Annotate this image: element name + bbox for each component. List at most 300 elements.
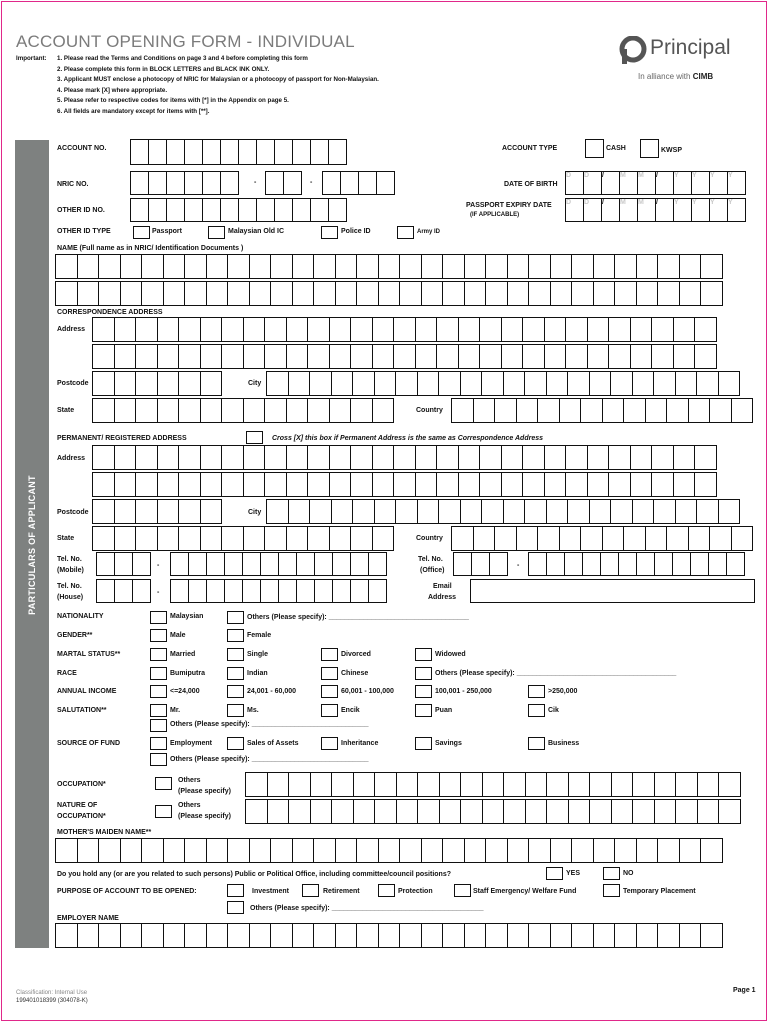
char-box[interactable] bbox=[700, 254, 723, 279]
char-box[interactable] bbox=[286, 445, 309, 470]
char-box[interactable] bbox=[675, 499, 698, 524]
char-box[interactable] bbox=[460, 371, 483, 396]
char-box[interactable] bbox=[55, 254, 78, 279]
char-box[interactable] bbox=[292, 838, 315, 863]
char-box[interactable] bbox=[77, 923, 100, 948]
char-box[interactable] bbox=[243, 398, 266, 423]
char-box[interactable] bbox=[368, 552, 387, 576]
char-box[interactable] bbox=[184, 838, 207, 863]
char-box[interactable] bbox=[417, 371, 440, 396]
char-box[interactable] bbox=[700, 281, 723, 306]
account-no-boxes[interactable] bbox=[130, 139, 346, 165]
perm-country-boxes[interactable] bbox=[451, 526, 752, 551]
char-box[interactable] bbox=[415, 344, 438, 369]
char-box[interactable] bbox=[731, 398, 754, 423]
police-id-checkbox[interactable] bbox=[321, 226, 338, 239]
char-box[interactable] bbox=[264, 317, 287, 342]
char-box[interactable] bbox=[270, 923, 293, 948]
char-box[interactable] bbox=[438, 371, 461, 396]
char-box[interactable] bbox=[264, 445, 287, 470]
char-box[interactable] bbox=[310, 772, 333, 797]
corr-postcode-boxes[interactable] bbox=[92, 371, 221, 396]
char-box[interactable] bbox=[352, 499, 375, 524]
other-id-no-boxes[interactable] bbox=[130, 198, 346, 222]
char-box[interactable] bbox=[501, 445, 524, 470]
char-box[interactable] bbox=[135, 526, 158, 551]
char-box[interactable] bbox=[439, 799, 462, 824]
char-box[interactable] bbox=[479, 344, 502, 369]
char-box[interactable] bbox=[206, 923, 229, 948]
char-box[interactable] bbox=[163, 281, 186, 306]
char-box[interactable] bbox=[630, 317, 653, 342]
char-box[interactable] bbox=[614, 281, 637, 306]
char-box[interactable] bbox=[709, 526, 732, 551]
char-box[interactable] bbox=[135, 499, 158, 524]
char-box[interactable] bbox=[559, 398, 582, 423]
char-box[interactable] bbox=[610, 499, 633, 524]
char-box[interactable] bbox=[335, 254, 358, 279]
char-box[interactable] bbox=[184, 281, 207, 306]
char-box[interactable] bbox=[614, 838, 637, 863]
char-box[interactable] bbox=[200, 499, 223, 524]
char-box[interactable] bbox=[673, 317, 696, 342]
char-box[interactable] bbox=[525, 772, 548, 797]
char-box[interactable] bbox=[227, 838, 250, 863]
char-box[interactable] bbox=[374, 772, 397, 797]
char-box[interactable] bbox=[657, 923, 680, 948]
char-box[interactable] bbox=[148, 198, 167, 222]
char-box[interactable] bbox=[163, 838, 186, 863]
char-box[interactable] bbox=[636, 552, 655, 576]
char-box[interactable] bbox=[92, 472, 115, 497]
char-box[interactable] bbox=[135, 472, 158, 497]
char-box[interactable] bbox=[356, 254, 379, 279]
char-box[interactable] bbox=[524, 371, 547, 396]
char-box[interactable] bbox=[135, 445, 158, 470]
char-box[interactable] bbox=[141, 838, 164, 863]
temporary-placement-checkbox[interactable] bbox=[603, 884, 620, 897]
business-checkbox[interactable] bbox=[528, 737, 545, 750]
corr-city-boxes[interactable] bbox=[266, 371, 739, 396]
passport-checkbox[interactable] bbox=[133, 226, 150, 239]
char-box[interactable] bbox=[267, 772, 290, 797]
char-box[interactable] bbox=[292, 281, 315, 306]
char-box[interactable] bbox=[550, 838, 573, 863]
char-box[interactable] bbox=[356, 281, 379, 306]
char-box[interactable] bbox=[587, 344, 610, 369]
char-box[interactable] bbox=[335, 838, 358, 863]
char-box[interactable] bbox=[589, 799, 612, 824]
char-box[interactable] bbox=[141, 923, 164, 948]
char-box[interactable] bbox=[206, 281, 229, 306]
char-box[interactable] bbox=[399, 281, 422, 306]
income-2-checkbox[interactable] bbox=[227, 685, 244, 698]
char-box[interactable] bbox=[654, 552, 673, 576]
char-box[interactable] bbox=[310, 139, 329, 165]
char-box[interactable] bbox=[331, 772, 354, 797]
char-box[interactable] bbox=[286, 398, 309, 423]
char-box[interactable] bbox=[600, 552, 619, 576]
char-box[interactable] bbox=[313, 281, 336, 306]
char-box[interactable] bbox=[184, 198, 203, 222]
email-input[interactable] bbox=[470, 579, 755, 603]
char-box[interactable] bbox=[356, 923, 379, 948]
perm-state-boxes[interactable] bbox=[92, 526, 393, 551]
char-box[interactable] bbox=[614, 254, 637, 279]
char-box[interactable] bbox=[313, 923, 336, 948]
char-box[interactable] bbox=[696, 371, 719, 396]
char-box[interactable] bbox=[132, 552, 151, 576]
tel-mobile-prefix-boxes[interactable] bbox=[96, 552, 150, 576]
char-box[interactable] bbox=[399, 923, 422, 948]
char-box[interactable] bbox=[399, 838, 422, 863]
employer-name-boxes[interactable] bbox=[55, 923, 722, 948]
char-box[interactable] bbox=[322, 171, 341, 195]
char-box[interactable] bbox=[623, 526, 646, 551]
char-box[interactable] bbox=[286, 344, 309, 369]
char-box[interactable] bbox=[481, 499, 504, 524]
char-box[interactable] bbox=[329, 344, 352, 369]
char-box[interactable] bbox=[114, 472, 137, 497]
occupation-boxes[interactable] bbox=[245, 772, 740, 797]
char-box[interactable] bbox=[417, 499, 440, 524]
char-box[interactable] bbox=[589, 371, 612, 396]
char-box[interactable] bbox=[503, 371, 526, 396]
char-box[interactable] bbox=[307, 344, 330, 369]
staff-emergency-checkbox[interactable] bbox=[454, 884, 471, 897]
char-box[interactable] bbox=[92, 445, 115, 470]
puan-checkbox[interactable] bbox=[415, 704, 432, 717]
char-box[interactable] bbox=[651, 445, 674, 470]
char-box[interactable] bbox=[417, 772, 440, 797]
char-box[interactable] bbox=[464, 923, 487, 948]
char-box[interactable] bbox=[265, 171, 284, 195]
char-box[interactable] bbox=[148, 139, 167, 165]
char-box[interactable] bbox=[114, 344, 137, 369]
char-box[interactable] bbox=[206, 838, 229, 863]
char-box[interactable] bbox=[675, 799, 698, 824]
char-box[interactable] bbox=[522, 445, 545, 470]
char-box[interactable] bbox=[200, 472, 223, 497]
char-box[interactable] bbox=[593, 838, 616, 863]
char-box[interactable] bbox=[537, 398, 560, 423]
char-box[interactable] bbox=[166, 171, 185, 195]
char-box[interactable] bbox=[393, 472, 416, 497]
nature-occupation-boxes[interactable] bbox=[245, 799, 740, 824]
income-4-checkbox[interactable] bbox=[415, 685, 432, 698]
char-box[interactable] bbox=[608, 445, 631, 470]
char-box[interactable] bbox=[206, 254, 229, 279]
char-box[interactable] bbox=[328, 139, 347, 165]
char-box[interactable] bbox=[96, 552, 115, 576]
char-box[interactable] bbox=[310, 799, 333, 824]
corr-country-boxes[interactable] bbox=[451, 398, 752, 423]
char-box[interactable] bbox=[544, 472, 567, 497]
char-box[interactable] bbox=[264, 526, 287, 551]
char-box[interactable] bbox=[718, 371, 741, 396]
char-box[interactable] bbox=[568, 772, 591, 797]
char-box[interactable] bbox=[501, 344, 524, 369]
char-box[interactable] bbox=[593, 254, 616, 279]
char-box[interactable] bbox=[260, 552, 279, 576]
char-box[interactable] bbox=[350, 472, 373, 497]
char-box[interactable] bbox=[528, 254, 551, 279]
char-box[interactable] bbox=[221, 445, 244, 470]
nric-part2-boxes[interactable] bbox=[265, 171, 301, 195]
char-box[interactable] bbox=[636, 838, 659, 863]
maiden-name-boxes[interactable] bbox=[55, 838, 722, 863]
char-box[interactable] bbox=[473, 526, 496, 551]
tel-house-boxes[interactable] bbox=[170, 579, 386, 603]
char-box[interactable] bbox=[442, 838, 465, 863]
char-box[interactable] bbox=[141, 281, 164, 306]
char-box[interactable] bbox=[653, 499, 676, 524]
char-box[interactable] bbox=[694, 317, 717, 342]
char-box[interactable] bbox=[96, 579, 115, 603]
char-box[interactable] bbox=[589, 772, 612, 797]
char-box[interactable] bbox=[331, 371, 354, 396]
char-box[interactable] bbox=[673, 445, 696, 470]
divorced-checkbox[interactable] bbox=[321, 648, 338, 661]
char-box[interactable] bbox=[309, 371, 332, 396]
dob-boxes[interactable] bbox=[565, 171, 745, 195]
char-box[interactable] bbox=[679, 254, 702, 279]
char-box[interactable] bbox=[544, 445, 567, 470]
char-box[interactable] bbox=[485, 923, 508, 948]
char-box[interactable] bbox=[157, 472, 180, 497]
char-box[interactable] bbox=[200, 344, 223, 369]
char-box[interactable] bbox=[309, 499, 332, 524]
char-box[interactable] bbox=[98, 838, 121, 863]
char-box[interactable] bbox=[395, 499, 418, 524]
corr-state-boxes[interactable] bbox=[92, 398, 393, 423]
char-box[interactable] bbox=[657, 254, 680, 279]
char-box[interactable] bbox=[464, 838, 487, 863]
char-box[interactable] bbox=[256, 198, 275, 222]
char-box[interactable] bbox=[673, 472, 696, 497]
char-box[interactable] bbox=[372, 398, 395, 423]
char-box[interactable] bbox=[135, 317, 158, 342]
tel-office-boxes[interactable] bbox=[528, 552, 744, 576]
char-box[interactable] bbox=[245, 772, 268, 797]
char-box[interactable] bbox=[55, 838, 78, 863]
char-box[interactable] bbox=[522, 317, 545, 342]
char-box[interactable] bbox=[307, 317, 330, 342]
char-box[interactable] bbox=[453, 552, 472, 576]
char-box[interactable] bbox=[243, 445, 266, 470]
char-box[interactable] bbox=[221, 344, 244, 369]
char-box[interactable] bbox=[611, 772, 634, 797]
char-box[interactable] bbox=[296, 579, 315, 603]
char-box[interactable] bbox=[654, 772, 677, 797]
char-box[interactable] bbox=[632, 499, 655, 524]
char-box[interactable] bbox=[718, 799, 741, 824]
char-box[interactable] bbox=[396, 799, 419, 824]
char-box[interactable] bbox=[731, 526, 754, 551]
char-box[interactable] bbox=[694, 445, 717, 470]
char-box[interactable] bbox=[307, 398, 330, 423]
char-box[interactable] bbox=[696, 499, 719, 524]
char-box[interactable] bbox=[421, 838, 444, 863]
purpose-others-checkbox[interactable] bbox=[227, 901, 244, 914]
char-box[interactable] bbox=[460, 772, 483, 797]
char-box[interactable] bbox=[679, 281, 702, 306]
male-checkbox[interactable] bbox=[150, 629, 167, 642]
char-box[interactable] bbox=[666, 526, 689, 551]
char-box[interactable] bbox=[688, 398, 711, 423]
char-box[interactable] bbox=[636, 254, 659, 279]
char-box[interactable] bbox=[368, 579, 387, 603]
char-box[interactable] bbox=[77, 281, 100, 306]
char-box[interactable] bbox=[564, 552, 583, 576]
char-box[interactable] bbox=[567, 499, 590, 524]
char-box[interactable] bbox=[292, 198, 311, 222]
char-box[interactable] bbox=[372, 344, 395, 369]
char-box[interactable] bbox=[559, 526, 582, 551]
char-box[interactable] bbox=[178, 317, 201, 342]
char-box[interactable] bbox=[415, 472, 438, 497]
race-others-checkbox[interactable] bbox=[415, 667, 432, 680]
char-box[interactable] bbox=[350, 398, 373, 423]
char-box[interactable] bbox=[202, 198, 221, 222]
char-box[interactable] bbox=[270, 281, 293, 306]
char-box[interactable] bbox=[227, 254, 250, 279]
char-box[interactable] bbox=[135, 371, 158, 396]
investment-checkbox[interactable] bbox=[227, 884, 244, 897]
char-box[interactable] bbox=[489, 552, 508, 576]
public-office-no-checkbox[interactable] bbox=[603, 867, 620, 880]
char-box[interactable] bbox=[340, 171, 359, 195]
char-box[interactable] bbox=[479, 472, 502, 497]
char-box[interactable] bbox=[178, 526, 201, 551]
char-box[interactable] bbox=[546, 371, 569, 396]
char-box[interactable] bbox=[378, 254, 401, 279]
char-box[interactable] bbox=[396, 772, 419, 797]
char-box[interactable] bbox=[286, 472, 309, 497]
char-box[interactable] bbox=[571, 838, 594, 863]
malaysian-old-ic-checkbox[interactable] bbox=[208, 226, 225, 239]
char-box[interactable] bbox=[249, 254, 272, 279]
char-box[interactable] bbox=[92, 344, 115, 369]
char-box[interactable] bbox=[544, 317, 567, 342]
char-box[interactable] bbox=[632, 772, 655, 797]
char-box[interactable] bbox=[206, 552, 225, 576]
char-box[interactable] bbox=[602, 526, 625, 551]
public-office-yes-checkbox[interactable] bbox=[546, 867, 563, 880]
char-box[interactable] bbox=[399, 254, 422, 279]
nric-part1-boxes[interactable] bbox=[130, 171, 238, 195]
char-box[interactable] bbox=[645, 526, 668, 551]
char-box[interactable] bbox=[328, 198, 347, 222]
char-box[interactable] bbox=[485, 838, 508, 863]
char-box[interactable] bbox=[178, 398, 201, 423]
char-box[interactable] bbox=[266, 499, 289, 524]
char-box[interactable] bbox=[501, 472, 524, 497]
char-box[interactable] bbox=[546, 799, 569, 824]
char-box[interactable] bbox=[550, 923, 573, 948]
char-box[interactable] bbox=[135, 398, 158, 423]
char-box[interactable] bbox=[516, 526, 539, 551]
char-box[interactable] bbox=[202, 139, 221, 165]
income-5-checkbox[interactable] bbox=[528, 685, 545, 698]
char-box[interactable] bbox=[503, 499, 526, 524]
char-box[interactable] bbox=[288, 499, 311, 524]
char-box[interactable] bbox=[296, 552, 315, 576]
char-box[interactable] bbox=[238, 198, 257, 222]
chinese-checkbox[interactable] bbox=[321, 667, 338, 680]
char-box[interactable] bbox=[184, 923, 207, 948]
char-box[interactable] bbox=[358, 171, 377, 195]
char-box[interactable] bbox=[482, 799, 505, 824]
char-box[interactable] bbox=[350, 344, 373, 369]
char-box[interactable] bbox=[310, 198, 329, 222]
char-box[interactable] bbox=[568, 799, 591, 824]
char-box[interactable] bbox=[582, 552, 601, 576]
char-box[interactable] bbox=[120, 281, 143, 306]
char-box[interactable] bbox=[132, 579, 151, 603]
char-box[interactable] bbox=[507, 923, 530, 948]
char-box[interactable] bbox=[329, 526, 352, 551]
army-id-checkbox[interactable] bbox=[397, 226, 414, 239]
char-box[interactable] bbox=[565, 317, 588, 342]
char-box[interactable] bbox=[503, 772, 526, 797]
char-box[interactable] bbox=[331, 799, 354, 824]
char-box[interactable] bbox=[157, 398, 180, 423]
char-box[interactable] bbox=[694, 472, 717, 497]
char-box[interactable] bbox=[464, 281, 487, 306]
char-box[interactable] bbox=[525, 799, 548, 824]
perm-address-row-1-boxes[interactable] bbox=[92, 445, 716, 470]
char-box[interactable] bbox=[372, 472, 395, 497]
char-box[interactable] bbox=[679, 923, 702, 948]
char-box[interactable] bbox=[313, 838, 336, 863]
char-box[interactable] bbox=[270, 838, 293, 863]
char-box[interactable] bbox=[288, 772, 311, 797]
char-box[interactable] bbox=[243, 344, 266, 369]
char-box[interactable] bbox=[494, 398, 517, 423]
nric-part3-boxes[interactable] bbox=[322, 171, 394, 195]
char-box[interactable] bbox=[485, 281, 508, 306]
char-box[interactable] bbox=[163, 254, 186, 279]
char-box[interactable] bbox=[220, 171, 239, 195]
char-box[interactable] bbox=[200, 371, 223, 396]
char-box[interactable] bbox=[507, 281, 530, 306]
char-box[interactable] bbox=[374, 499, 397, 524]
char-box[interactable] bbox=[329, 398, 352, 423]
char-box[interactable] bbox=[587, 472, 610, 497]
char-box[interactable] bbox=[645, 398, 668, 423]
char-box[interactable] bbox=[458, 344, 481, 369]
tel-house-prefix-boxes[interactable] bbox=[96, 579, 150, 603]
char-box[interactable] bbox=[243, 526, 266, 551]
char-box[interactable] bbox=[274, 198, 293, 222]
char-box[interactable] bbox=[356, 838, 379, 863]
char-box[interactable] bbox=[608, 344, 631, 369]
char-box[interactable] bbox=[372, 317, 395, 342]
char-box[interactable] bbox=[157, 499, 180, 524]
char-box[interactable] bbox=[501, 317, 524, 342]
char-box[interactable] bbox=[130, 198, 149, 222]
char-box[interactable] bbox=[332, 579, 351, 603]
char-box[interactable] bbox=[188, 552, 207, 576]
char-box[interactable] bbox=[522, 472, 545, 497]
sales-assets-checkbox[interactable] bbox=[227, 737, 244, 750]
same-address-checkbox[interactable] bbox=[246, 431, 263, 444]
char-box[interactable] bbox=[636, 923, 659, 948]
char-box[interactable] bbox=[494, 526, 517, 551]
char-box[interactable] bbox=[114, 499, 137, 524]
char-box[interactable] bbox=[220, 198, 239, 222]
